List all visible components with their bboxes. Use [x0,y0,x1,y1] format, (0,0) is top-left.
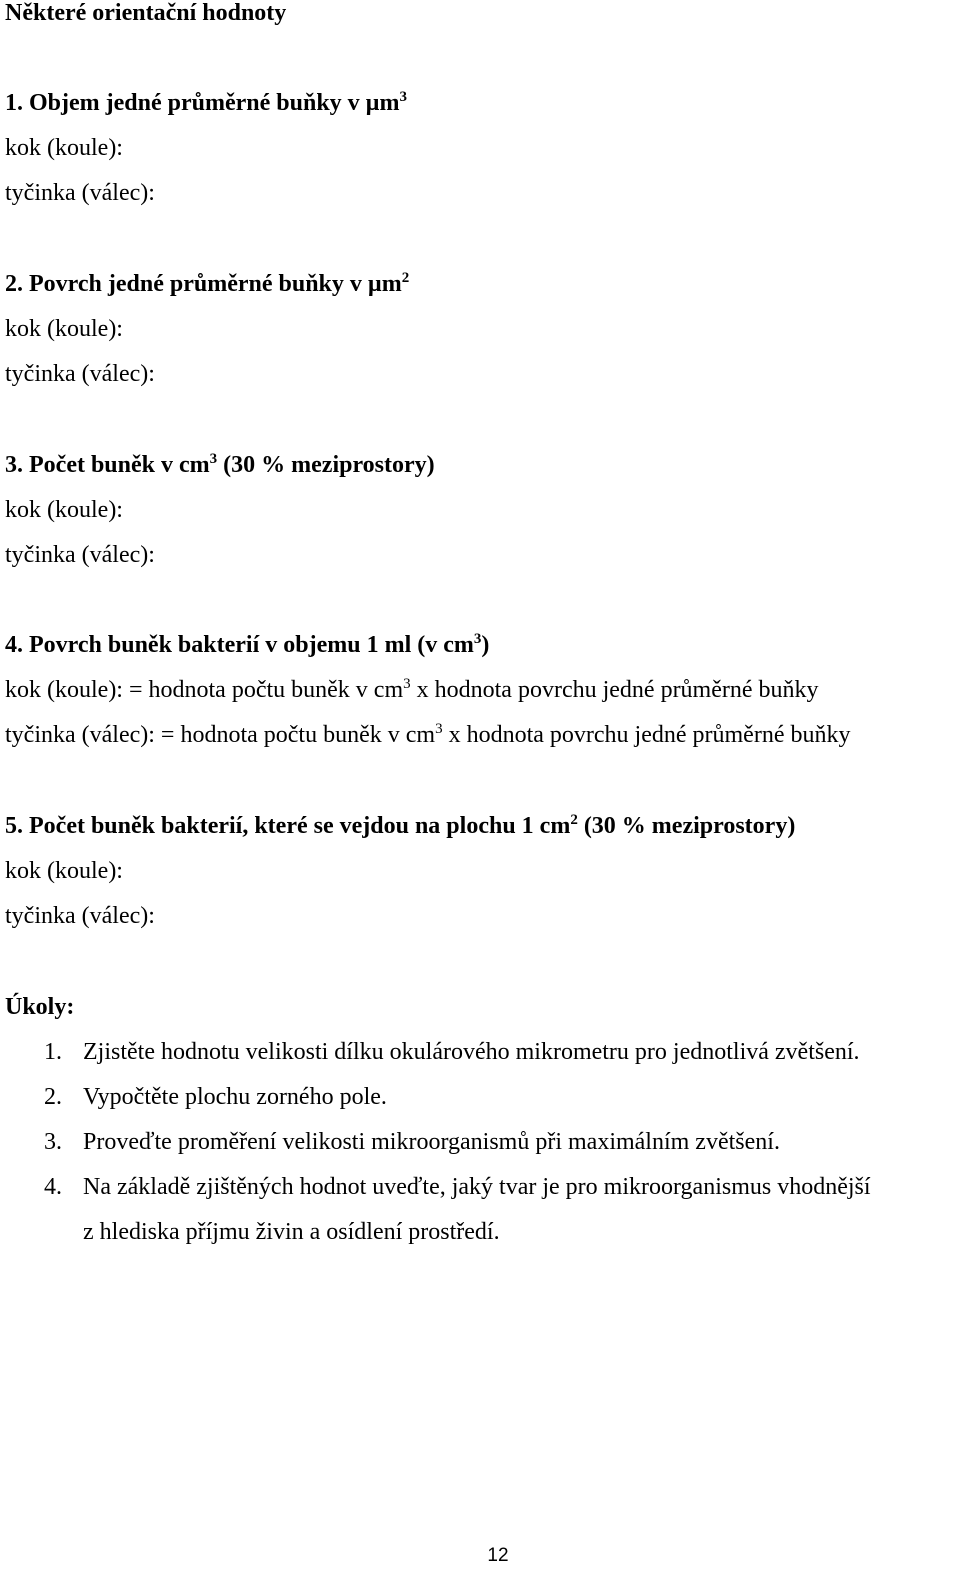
task-4-number: 4. [44,1174,62,1200]
task-2-number: 2. [44,1084,62,1110]
section-1-line-kok: kok (koule): [5,135,123,161]
section-4-line-tycinka: tyčinka (válec): = hodnota počtu buněk v $cm^3$ x hodnota povrchu jedné průměrné buňky [5,721,851,748]
section-5-line-tycinka: tyčinka (válec): [5,903,155,929]
section-4-line-kok: kok (koule): = hodnota počtu buněk v $cm^3$ x hodnota povrchu jedné průměrné buňky [5,676,819,703]
page-number: 12 [487,1545,509,1566]
section-3-title: 3. Počet buněk v $cm^3$ (30 % meziprostory) [5,451,435,478]
task-4-text: Na základě zjištěných hodnot uveďte, jaký tvar je pro mikroorganismus vhodnější [83,1174,871,1200]
section-2-line-kok: kok (koule): [5,316,123,342]
section-2-title: 2. Povrch jedné průměrné buňky v µm$^2$ [5,270,410,297]
task-4-text-continued: z hlediska příjmu živin a osídlení prostředí. [83,1219,500,1245]
task-1-text: Zjistěte hodnotu velikosti dílku okulárového mikrometru pro jednotlivá zvětšení. [83,1039,860,1065]
section-5-title: 5. Počet buněk bakterií, které se vejdou na plochu 1 $cm^2$ (30 % meziprostory) [5,812,796,839]
document-heading: Některé orientační hodnoty [5,0,287,26]
section-4-title: 4. Povrch buněk bakterií v objemu 1 ml (v $cm^3$) [5,631,490,658]
section-1-title: 1. Objem jedné průměrné buňky v µm$^3$ [5,89,407,116]
task-3-number: 3. [44,1129,62,1155]
tasks-heading: Úkoly: [5,994,75,1020]
section-3-line-tycinka: tyčinka (válec): [5,542,155,568]
section-1-line-tycinka: tyčinka (válec): [5,180,155,206]
task-2-text: Vypočtěte plochu zorného pole. [83,1084,387,1110]
section-5-line-kok: kok (koule): [5,858,123,884]
task-3-text: Proveďte proměření velikosti mikroorganismů při maximálním zvětšení. [83,1129,780,1155]
section-3-line-kok: kok (koule): [5,497,123,523]
section-2-line-tycinka: tyčinka (válec): [5,361,155,387]
task-1-number: 1. [44,1039,62,1065]
